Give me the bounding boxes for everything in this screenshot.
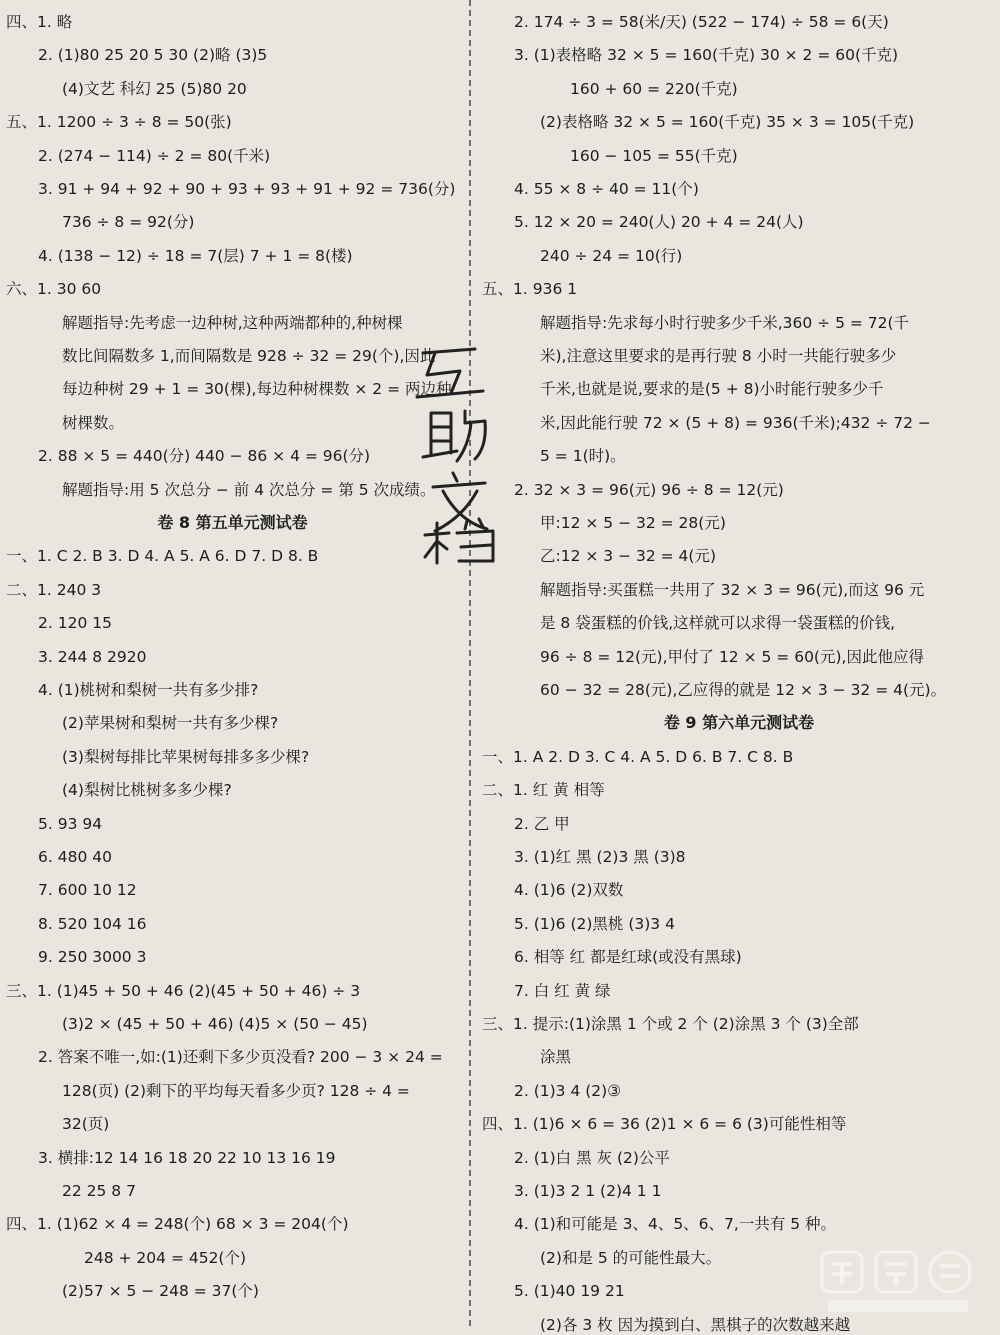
answer-line: 2. (1)白 黑 灰 (2)公平: [514, 1148, 670, 1167]
answer-line: 4. (138 − 12) ÷ 18 = 7(层) 7 + 1 = 8(楼): [38, 246, 353, 265]
answer-line: 160 + 60 = 220(千克): [570, 79, 738, 98]
answer-line: 数比间隔数多 1,而间隔数是 928 ÷ 32 = 29(个),因此: [62, 347, 436, 365]
answer-line: 8. 520 104 16: [38, 914, 147, 933]
column-divider: [469, 0, 471, 1326]
answer-line: 五、1. 1200 ÷ 3 ÷ 8 = 50(张): [6, 113, 232, 132]
answer-line: (2)各 3 枚 因为摸到白、黑棋子的次数越来越: [540, 1315, 851, 1334]
answer-line: (4)梨树比桃树多多少棵?: [62, 781, 232, 800]
answer-line: 5. (1)6 (2)黑桃 (3)3 4: [514, 914, 675, 933]
answer-line: 解题指导:先求每小时行驶多少千米,360 ÷ 5 = 72(千: [540, 313, 910, 332]
answer-line: 一、1. A 2. D 3. C 4. A 5. D 6. B 7. C 8. B: [482, 747, 794, 766]
answer-line: 3. 横排:12 14 16 18 20 22 10 13 16 19: [38, 1148, 336, 1167]
answer-line: 米,因此能行驶 72 × (5 + 8) = 936(千米);432 ÷ 72 −: [540, 413, 931, 432]
answer-line: (4)文艺 科幻 25 (5)80 20: [62, 79, 247, 98]
answer-line: 二、1. 240 3: [6, 580, 102, 599]
answer-line: 5. 93 94: [38, 814, 103, 833]
answer-line: 4. 55 × 8 ÷ 40 = 11(个): [514, 180, 699, 198]
answer-line: 四、1. 略: [6, 13, 73, 31]
answer-line: 22 25 8 7: [62, 1182, 136, 1200]
answer-line: 96 ÷ 8 = 12(元),甲付了 12 × 5 = 60(元),因此他应得: [540, 647, 924, 666]
answer-line: 4. (1)6 (2)双数: [514, 881, 624, 900]
answer-line: (3)2 × (45 + 50 + 46) (4)5 × (50 − 45): [62, 1015, 368, 1033]
answer-line: 乙:12 × 3 − 32 = 4(元): [540, 547, 717, 566]
answer-line: 2. (274 − 114) ÷ 2 = 80(千米): [38, 146, 271, 165]
answer-line: 六、1. 30 60: [6, 280, 102, 299]
answer-line: 2. 174 ÷ 3 = 58(米/天) (522 − 174) ÷ 58 = 6(天): [514, 13, 889, 31]
answer-line: 3. (1)红 黑 (2)3 黑 (3)8: [514, 848, 686, 866]
answer-line: 5. 12 × 20 = 240(人) 20 + 4 = 24(人): [514, 213, 804, 232]
answer-line: (2)和是 5 的可能性最大。: [540, 1248, 722, 1267]
answer-line: 千米,也就是说,要求的是(5 + 8)小时能行驶多少千: [540, 380, 884, 399]
answer-line: 2. 答案不唯一,如:(1)还剩下多少页没看? 200 − 3 × 24 =: [38, 1048, 443, 1067]
section-title: 卷 9 第六单元测试卷: [663, 713, 815, 733]
answer-line: 6. 相等 红 都是红球(或没有黑球): [514, 948, 742, 967]
answer-line: 2. (1)80 25 20 5 30 (2)略 (3)5: [38, 46, 268, 65]
answer-line: 4. (1)桃树和梨树一共有多少排?: [38, 681, 259, 699]
answer-line: 3. (1)3 2 1 (2)4 1 1: [514, 1182, 662, 1200]
answer-line: 32(页): [62, 1115, 110, 1134]
answer-line: 9. 250 3000 3: [38, 948, 147, 967]
answer-line: 米),注意这里要求的是再行驶 8 小时一共能行驶多少: [540, 347, 897, 365]
answer-line: 2. 乙 甲: [514, 814, 570, 833]
answer-line: 3. 244 8 2920: [38, 647, 147, 666]
answer-line: 2. (1)3 4 (2)③: [514, 1081, 622, 1100]
answer-line: 三、1. (1)45 + 50 + 46 (2)(45 + 50 + 46) ÷ 3: [6, 981, 361, 1000]
answer-line: (2)57 × 5 − 248 = 37(个): [62, 1282, 259, 1301]
answer-line: 5 = 1(时)。: [540, 447, 626, 466]
answer-line: 二、1. 红 黄 相等: [482, 781, 605, 800]
answer-line: 一、1. C 2. B 3. D 4. A 5. A 6. D 7. D 8. B: [6, 547, 319, 566]
answer-line: 736 ÷ 8 = 92(分): [62, 213, 195, 232]
answer-line: (2)苹果树和梨树一共有多少棵?: [62, 714, 279, 733]
answer-line: 解题指导:先考虑一边种树,这种两端都种的,种树棵: [62, 313, 403, 332]
answer-line: 解题指导:买蛋糕一共用了 32 × 3 = 96(元),而这 96 元: [540, 580, 925, 599]
answer-line: 四、1. (1)6 × 6 = 36 (2)1 × 6 = 6 (3)可能性相等: [482, 1115, 847, 1134]
answer-line: 涂黑: [540, 1048, 572, 1067]
answer-line: 3. (1)表格略 32 × 5 = 160(千克) 30 × 2 = 60(千克): [514, 46, 899, 65]
answer-line: (2)表格略 32 × 5 = 160(千克) 35 × 3 = 105(千克): [540, 113, 915, 132]
answer-line: 5. (1)40 19 21: [514, 1282, 625, 1301]
section-title: 卷 8 第五单元测试卷: [157, 513, 308, 532]
answer-line: 解题指导:用 5 次总分 − 前 4 次总分 = 第 5 次成绩。: [62, 480, 436, 499]
answer-line: 2. 88 × 5 = 440(分) 440 − 86 × 4 = 96(分): [38, 447, 371, 466]
answer-line: 4. (1)和可能是 3、4、5、6、7,一共有 5 种。: [514, 1215, 837, 1234]
answer-line: 2. 120 15: [38, 614, 112, 633]
answer-line: 6. 480 40: [38, 848, 112, 866]
answer-line: 160 − 105 = 55(千克): [570, 146, 738, 165]
answer-line: 7. 600 10 12: [38, 881, 137, 900]
answer-line: 3. 91 + 94 + 92 + 90 + 93 + 93 + 91 + 92 = 736(分): [38, 180, 456, 198]
answer-line: 三、1. 提示:(1)涂黑 1 个或 2 个 (2)涂黑 3 个 (3)全部: [482, 1015, 859, 1033]
answer-line: 128(页) (2)剩下的平均每天看多少页? 128 ÷ 4 =: [62, 1081, 410, 1100]
answer-line: 是 8 袋蛋糕的价钱,这样就可以求得一袋蛋糕的价钱,: [540, 614, 896, 633]
site-watermark-logo: [818, 1248, 978, 1318]
answer-line: 五、1. 936 1: [482, 280, 578, 299]
answer-line: 2. 32 × 3 = 96(元) 96 ÷ 8 = 12(元): [514, 480, 784, 499]
answer-line: (3)梨树每排比苹果树每排多多少棵?: [62, 747, 310, 766]
answer-line: 60 − 32 = 28(元),乙应得的就是 12 × 3 − 32 = 4(元)。: [540, 681, 947, 699]
answer-line: 248 + 204 = 452(个): [84, 1248, 247, 1267]
answer-line: 树棵数。: [62, 413, 125, 432]
answer-line: 四、1. (1)62 × 4 = 248(个) 68 × 3 = 204(个): [6, 1215, 349, 1234]
answer-line: 7. 白 红 黄 绿: [514, 981, 611, 1000]
answer-line: 甲:12 × 5 − 32 = 28(元): [540, 514, 726, 532]
answer-line: 每边种树 29 + 1 = 30(棵),每边种树棵数 × 2 = 两边种: [62, 380, 452, 399]
answer-line: 240 ÷ 24 = 10(行): [540, 246, 683, 265]
